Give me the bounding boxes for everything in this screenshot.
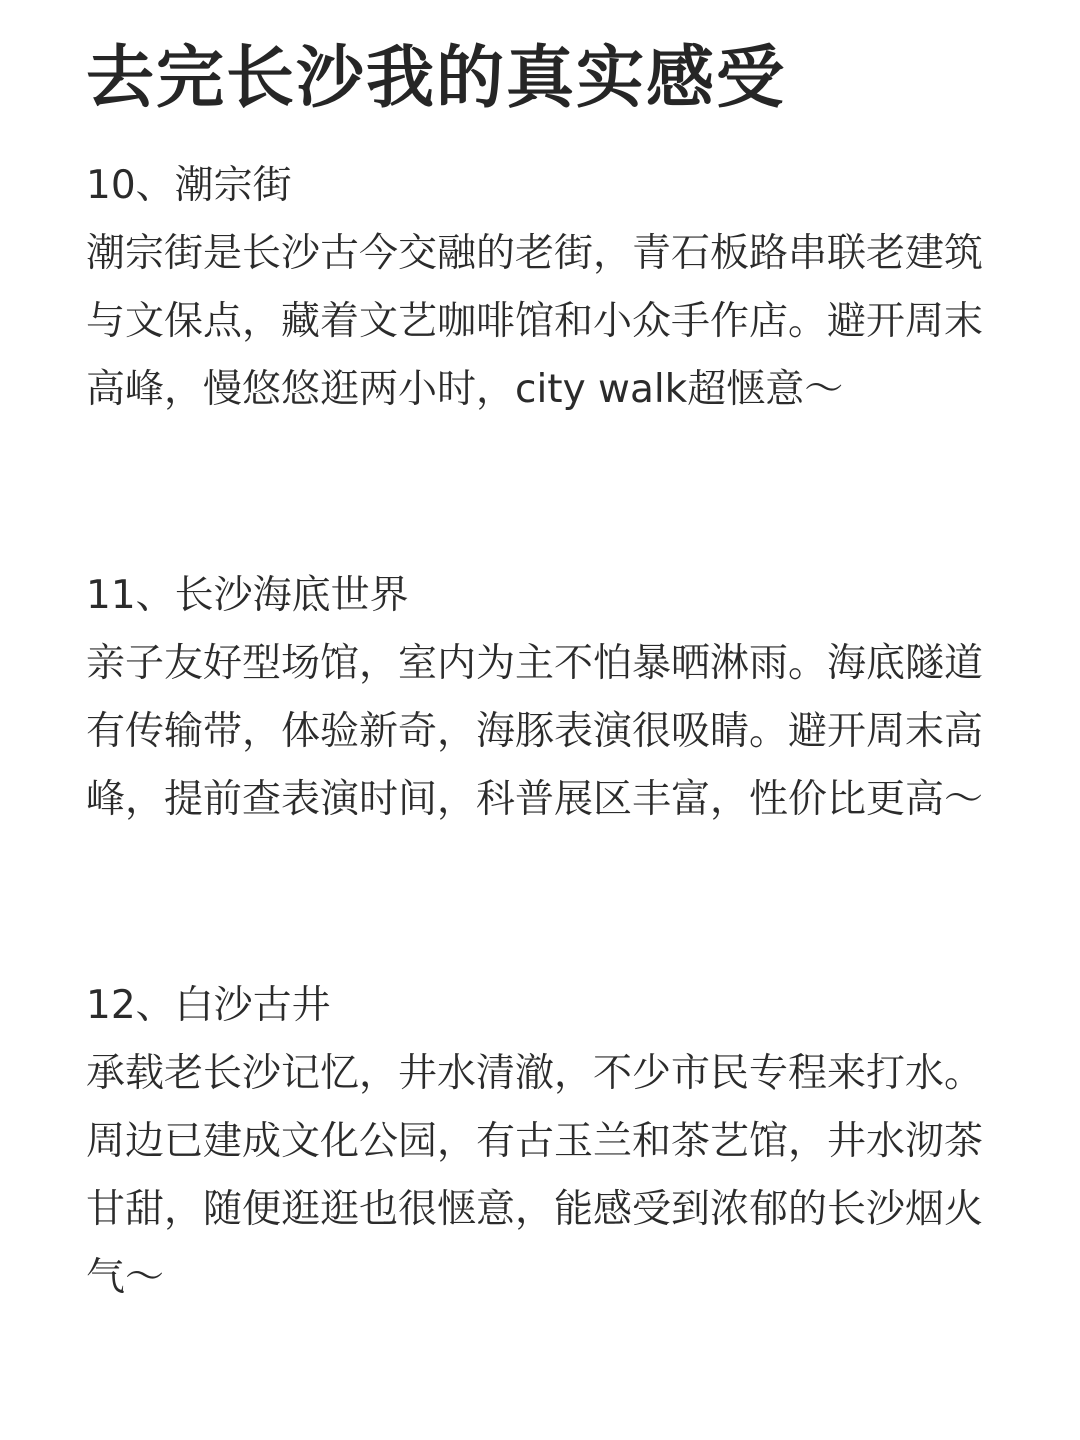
section-chaozong-street (86, 152, 986, 424)
section-heading: 10、潮宗街 (86, 163, 292, 208)
section-body: 亲子友好型场馆，室内为主不怕暴晒淋雨。海底隧道有传输带，体验新奇，海豚表演很吸睛。避开周末高峰，提前查表演时间，科普展区丰富，性价比更高～ (86, 641, 984, 822)
page-title: 去完长沙我的真实感受 (86, 39, 787, 118)
section-baisha-well (86, 972, 986, 1312)
section-heading: 12、白沙古井 (86, 983, 331, 1028)
section-body: 潮宗街是长沙古今交融的老街，青石板路串联老建筑与文保点，藏着文艺咖啡馆和小众手作店。避开周末高峰，慢悠悠逛两小时，city walk超惬意～ (86, 231, 984, 412)
section-body: 承载老长沙记忆，井水清澈，不少市民专程来打水。周边已建成文化公园，有古玉兰和茶艺馆，井水沏茶甘甜，随便逛逛也很惬意，能感受到浓郁的长沙烟火气～ (86, 1051, 984, 1300)
section-underwater-world (86, 562, 986, 834)
section-heading: 11、长沙海底世界 (86, 573, 409, 618)
